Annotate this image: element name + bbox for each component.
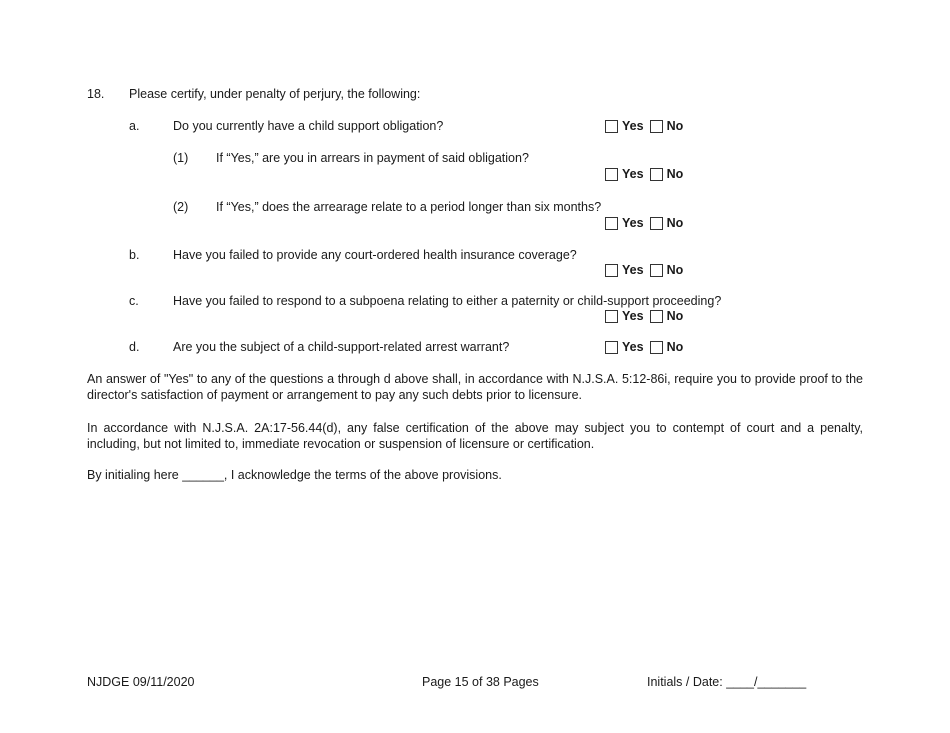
item-marker-a: a. [129, 119, 140, 133]
yes-label: Yes [622, 167, 644, 181]
yes-label: Yes [622, 340, 644, 354]
yes-no-group-a1 [605, 167, 683, 181]
no-checkbox-a[interactable] [650, 120, 663, 133]
item-text-a: Do you currently have a child support obligation? [173, 119, 444, 133]
item-text-a1: If “Yes,” are you in arrears in payment of said obligation? [216, 151, 529, 165]
item-marker-a2: (2) [173, 200, 189, 214]
no-label: No [666, 216, 684, 230]
no-label: No [666, 309, 684, 323]
initial-acknowledgement: By initialing here ______, I acknowledge the terms of the above provisions. [87, 468, 502, 482]
yes-no-group-b [605, 263, 683, 277]
yes-label: Yes [622, 119, 644, 133]
no-checkbox-d[interactable] [650, 341, 663, 354]
item-marker-d: d. [129, 340, 140, 354]
no-label: No [666, 167, 684, 181]
item-marker-b: b. [129, 248, 140, 262]
no-label: No [666, 340, 684, 354]
yes-no-group-d [605, 340, 683, 354]
no-checkbox-a1[interactable] [650, 168, 663, 181]
yes-checkbox-a2[interactable] [605, 217, 618, 230]
question-number: 18. [87, 87, 105, 101]
page-number: Page 15 of 38 Pages [422, 675, 539, 689]
no-checkbox-c[interactable] [650, 310, 663, 323]
yes-label: Yes [622, 263, 644, 277]
question-intro: Please certify, under penalty of perjury, the following: [129, 87, 421, 101]
item-marker-c: c. [129, 294, 139, 308]
item-text-d: Are you the subject of a child-support-related arrest warrant? [173, 340, 510, 354]
yes-label: Yes [622, 309, 644, 323]
answer-note-paragraph: An answer of "Yes" to any of the questions a through d above shall, in accordance with N.J.S.A. 5:12-86i, require you to provide proof to the director's satisfaction of payment or arrangement to pay any such debts prior to licensure. [87, 372, 863, 402]
yes-checkbox-c[interactable] [605, 310, 618, 323]
yes-checkbox-b[interactable] [605, 264, 618, 277]
initials-date: Initials / Date: ____/_______ [647, 675, 807, 689]
yes-label: Yes [622, 216, 644, 230]
no-label: No [666, 263, 684, 277]
no-checkbox-a2[interactable] [650, 217, 663, 230]
yes-no-group-a [605, 119, 683, 133]
item-text-b: Have you failed to provide any court-ordered health insurance coverage? [173, 248, 577, 262]
form-id: NJDGE 09/11/2020 [87, 675, 195, 689]
yes-checkbox-a[interactable] [605, 120, 618, 133]
yes-checkbox-a1[interactable] [605, 168, 618, 181]
false-certification-paragraph: In accordance with N.J.S.A. 2A:17-56.44(d), any false certification of the above may subject you to contempt of court and a penalty, including, but not limited to, immediate revocation or suspension of licensure or certification. [87, 421, 863, 451]
item-marker-a1: (1) [173, 151, 189, 165]
no-checkbox-b[interactable] [650, 264, 663, 277]
item-text-a2: If “Yes,” does the arrearage relate to a period longer than six months? [216, 200, 602, 214]
yes-no-group-c [605, 309, 683, 323]
no-label: No [666, 119, 684, 133]
item-text-c: Have you failed to respond to a subpoena relating to either a paternity or child-support proceeding? [173, 294, 722, 308]
yes-no-group-a2 [605, 216, 683, 230]
yes-checkbox-d[interactable] [605, 341, 618, 354]
